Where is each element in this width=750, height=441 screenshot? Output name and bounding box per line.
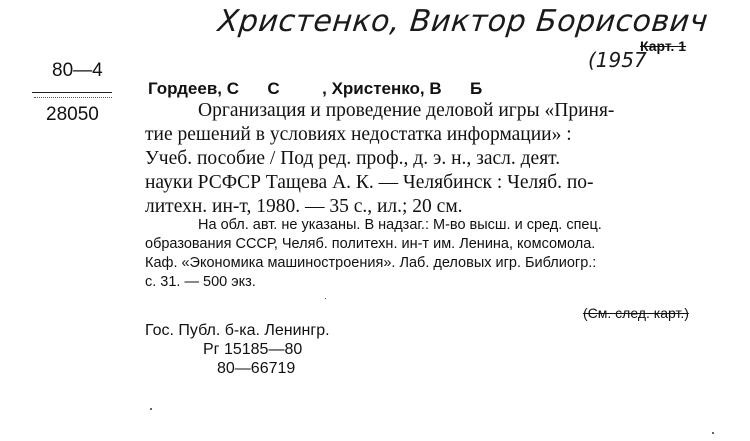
title-line: науки РСФСР Тащева А. К. — Челябинск : Челяб. по- [145, 172, 594, 193]
handwritten-author-name: Христенко, Виктор Борисович [216, 4, 710, 39]
title-description [145, 99, 733, 219]
shelfmark-divider-dotted [34, 97, 112, 98]
paper-speck [325, 298, 326, 299]
shelfmark-divider [32, 92, 112, 93]
title-line: Организация и проведение деловой игры «Приня- [198, 100, 615, 121]
title-line: литехн. ин-т, 1980. — 35 с., ил.; 20 см. [145, 196, 463, 217]
author-heading: Гордеев, С С , Христенко, В Б [148, 79, 483, 98]
title-line: Учеб. пособие / Под ред. проф., д. э. н., засл. деят. [145, 148, 561, 169]
library-number: 80—66719 [217, 360, 296, 377]
note-line: Каф. «Экономика машиностроения». Лаб. деловых игр. Библиогр.: [145, 255, 597, 271]
library-block [145, 321, 330, 378]
handwritten-birth-year: (1957 [588, 48, 647, 72]
shelfmark-top: 80—4 [52, 60, 103, 81]
note-line: образования СССР, Челяб. политехн. ин-т им. Ленина, комсомола. [145, 236, 596, 252]
note-line: с. 31. — 500 экз. [145, 274, 256, 290]
shelfmark-bottom: 28050 [46, 104, 99, 125]
see-next-card: (См. след. карт.) [583, 305, 689, 321]
note-line: На обл. авт. не указаны. В надзаг.: М-во высш. и сред. спец. [198, 217, 602, 233]
paper-speck [712, 432, 714, 434]
paper-speck [150, 408, 152, 410]
card-number: Карт. 1 [640, 38, 687, 54]
library-name: Гос. Публ. б-ка. Ленингр. [145, 322, 330, 339]
title-line: тие решений в условиях недостатка информации» : [145, 124, 572, 145]
bibliographic-notes [145, 216, 735, 292]
library-code: Рг 15185—80 [203, 341, 303, 358]
